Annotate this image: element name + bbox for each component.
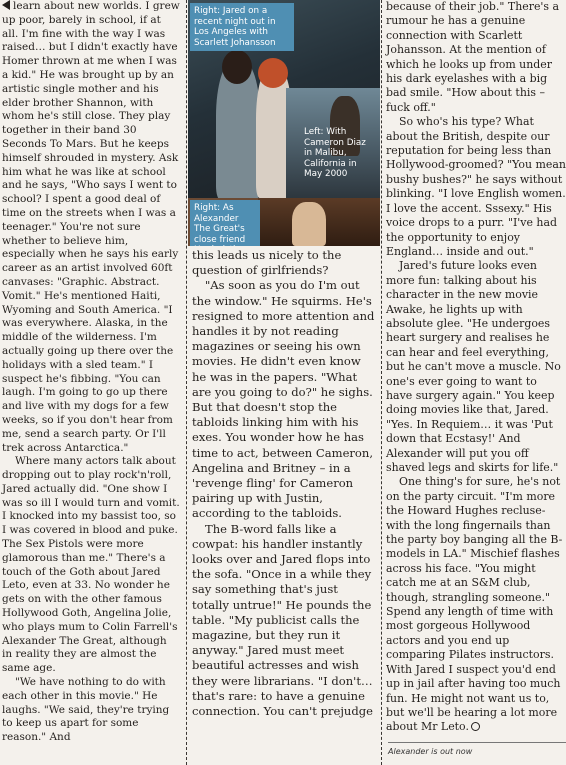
figure-scarlett-head [258,58,288,88]
col1-paragraph-2: Where many actors talk about dropping out to play rock'n'roll, Jared actually did. "One show I was so ill I would turn and vomit. I knocked into my bassist too, so I was covered in blood and puke. The Sex Pistols were more glamorous than me." There's a touch of the Goth about Jared Leto, even at 33. No wonder he gets on with the other famous Hollywood Goth, Angelina Jolie, who plays mum to Colin Farrell's Alexander The Great, although in reality they are almost the same age. [2,455,180,675]
column-divider-1 [186,0,187,765]
column-divider-2 [381,0,382,765]
article-column-1 [2,0,180,745]
article-column-2 [192,248,378,719]
photo-alexander [258,198,380,246]
col1-paragraph-3: "We have nothing to do with each other in this movie." He laughs. "We said, they're trying to keep us apart for some reason." And [2,676,170,744]
caption-alexander [190,200,260,246]
col3-paragraph-4-text: One thing's for sure, he's not on the party circuit. "I'm more the Howard Hughes recluse-with the long fingernails than the party boy banging all the B-models in LA." Mischief flashes across his face. "You might catch me at an S&M club, though, strangling someone." Spend any length of time with most gorgeous Hollywood actors and you end up comparing Pilates instructors. With Jared I suspect you'd end up in jail after having too much fun. He might not want us to, but we'll be hearing a lot more about Mr Leto. [386,475,563,734]
caption-scarlett: Right: Jared on a recent night out in Los Angeles with Scarlett Johansson [190,3,294,51]
col3-paragraph-4 [386,475,566,734]
col2-paragraph-3: The B-word falls like a cowpat: his handler instantly looks over and Jared flops into the sofa. "Once in a while they say something that's just totally untrue!" He pounds the table. "My publicist calls the magazine, but they run it anyway." Jared must meet beautiful actresses and wish they were librarians. "I don't… that's rare: to have a genuine connection. You can't prejudge [192,521,373,719]
figure-hephaistion [292,202,326,246]
continuation-arrow-icon [2,0,10,10]
col3-paragraph-2: So who's his type? What about the British, despite our reputation for being less than Hollywood-groomed? "You mean bushy bushes?" he says without blinking. "I love English women. I love the accent. Sssexy." His voice drops to a purr. "I've had the opportunity to enjoy England… inside and out." [386,115,566,258]
col2-paragraph-1: this leads us nicely to the question of girlfriends? [192,248,342,278]
col3-paragraph-3: Jared's future looks even more fun: talking about his character in the new movie Awake, he lights up with absolute glee. "He undergoes heart surgery and realises he can hear and feel everything, but he can't move a muscle. No one's ever going to want to have surgery again." You keep doing movies like that, Jared. "Yes. In Requiem… it was 'Put down that Ecstasy!' And Alexander will put you off shaved legs and skirts for life." [386,259,561,474]
end-mark-icon [471,722,480,731]
col2-paragraph-2: "As soon as you do I'm out the window." He squirms. He's resigned to more attention and handles it by not reading magazines or seeing his own movies. He didn't even know he was in the papers. "What are you going to do?" he sighs. But that doesn't stop the tabloids linking him with his exes. You wonder how he has time to act, between Cameron, Angelina and Britney – in a 'revenge fling' for Cameron pairing up with Justin, according to the tabloids. [192,278,375,521]
caption-alexander-text: Right: As Alexander The Great's close friend [194,203,246,245]
footer-rule [388,742,566,743]
figure-jared-head [222,50,252,84]
col3-paragraph-1: because of their job." There's a rumour he has a genuine connection with Scarlett Johansson. At the mention of which he looks up from under his dark eyelashes with a big bad smile. "How about this – fuck off." [386,0,560,114]
footer-note: Alexander is out now [388,747,473,756]
col1-paragraph-1-text: learn about new worlds. I grew up poor, barely in school, if at all. I'm fine with the way I was raised… but I didn't exactly have Homer thrown at me when I was a kid." He was brought up by an artistic single mother and his elder brother Shannon, with whom he's still close. They play together in their band 30 Seconds To Mars. But he keeps himself shrouded in mystery. Ask him what he was like at school and he says, "Who says I went to school? I spent a good deal of time on the streets when I was a teenager." You're not sure whether to believe him, especially when he says his early career as an artist involved 60ft canvases: "Graphic. Abstract. Vomit." He's mentioned Haiti, Wyoming and South America. "I was everywhere. Alaska, in the middle of the wilderness. I'm actually going up there over the holidays with a sled team." I suspect he's fibbing. "You can laugh. I'm going to go up there and live with my dogs for a few weeks, so if you don't hear from me, send a search party. Or I'll trek across Antarctica." [2,0,180,454]
caption-cameron: Left: With Cameron Diaz in Malibu, California in May 2000 [304,127,366,180]
col1-paragraph-1 [2,0,180,455]
article-column-3 [386,0,566,735]
